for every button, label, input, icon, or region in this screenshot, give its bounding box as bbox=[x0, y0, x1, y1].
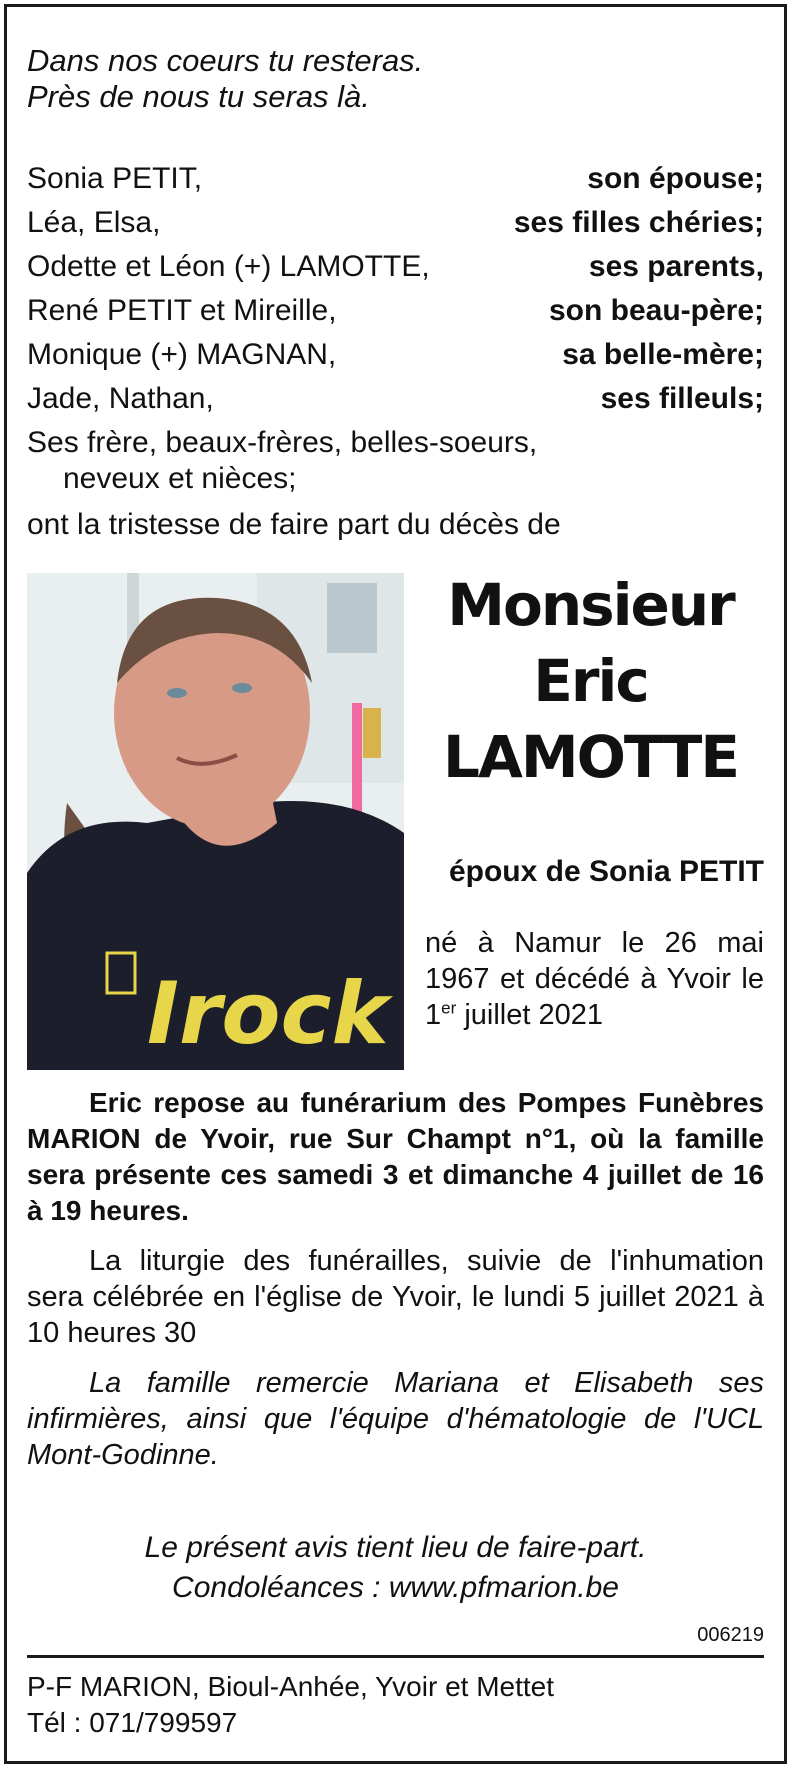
deceased-first-name: Eric bbox=[533, 647, 648, 715]
deceased-last-name: LAMOTTE bbox=[443, 723, 738, 791]
family-member: René PETIT et Mireille, bbox=[27, 294, 337, 327]
notice-line-2: Condoléances : www.pfmarion.be bbox=[172, 1571, 619, 1604]
family-member: Sonia PETIT, bbox=[27, 162, 203, 195]
family-relation: sa belle-mère; bbox=[562, 338, 764, 371]
obituary-notice bbox=[4, 4, 787, 1764]
funerarium-paragraph: Eric repose au funérarium des Pompes Funèbres MARION de Yvoir, rue Sur Champt n°1, où la famille sera présente ces samedi 3 et dimanche 4 juillet de 16 à 19 heures. bbox=[27, 1087, 764, 1226]
notice-block bbox=[27, 1528, 764, 1608]
birth-death-tail: juillet 2021 bbox=[456, 999, 603, 1031]
announcement-line: ont la tristesse de faire part du décès de bbox=[27, 508, 561, 541]
family-row bbox=[27, 377, 764, 421]
birth-death-text bbox=[425, 925, 764, 1033]
family-list bbox=[27, 157, 764, 547]
family-relation: son épouse; bbox=[587, 162, 764, 195]
stand-beads bbox=[363, 708, 381, 758]
ordinal-suffix: er bbox=[441, 998, 457, 1018]
deceased-name-block bbox=[417, 567, 764, 795]
family-row bbox=[27, 157, 764, 201]
funeral-home-name: P-F MARION, Bioul-Anhée, Yvoir et Mettet bbox=[27, 1671, 555, 1702]
birth-death-main: né à Namur le 26 mai 1967 et décédé à Yvoir le 1 bbox=[425, 927, 764, 1031]
family-row bbox=[27, 289, 764, 333]
funeral-home-phone: Tél : 071/799597 bbox=[27, 1707, 238, 1738]
family-relation: son beau-père; bbox=[548, 294, 764, 327]
family-member: Jade, Nathan, bbox=[27, 382, 214, 415]
thanks-paragraph: La famille remercie Mariana et Elisabeth ses infirmières, ainsi que l'équipe d'hématologie de l'UCL Mont-Godinne. bbox=[27, 1367, 764, 1471]
reference-number: 006219 bbox=[697, 1624, 764, 1646]
family-row bbox=[27, 201, 764, 245]
eye-left bbox=[167, 688, 187, 698]
family-row bbox=[27, 333, 764, 377]
shirt-print: Irock bbox=[147, 964, 389, 1064]
spouse-line: époux de Sonia PETIT bbox=[448, 855, 764, 888]
funeral-home-footer bbox=[27, 1669, 554, 1741]
deceased-title: Monsieur bbox=[447, 571, 734, 639]
quote-line-1: Dans nos coeurs tu resteras. bbox=[27, 43, 424, 78]
opening-quote bbox=[27, 43, 423, 115]
family-member: Monique (+) MAGNAN, bbox=[27, 338, 337, 371]
family-member: Odette et Léon (+) LAMOTTE, bbox=[27, 250, 430, 283]
family-member: Léa, Elsa, bbox=[27, 206, 161, 239]
pink-stand bbox=[352, 703, 362, 823]
family-relation: ses filleuls; bbox=[600, 382, 764, 415]
eye-right bbox=[232, 683, 252, 693]
family-relation: ses filles chéries; bbox=[513, 206, 764, 239]
footer-divider bbox=[27, 1655, 764, 1658]
family-relation: ses parents, bbox=[588, 250, 764, 283]
family-row bbox=[27, 245, 764, 289]
siblings-line: Ses frère, beaux-frères, belles-soeurs, bbox=[27, 426, 538, 459]
shelf-item bbox=[327, 583, 377, 653]
deceased-photo bbox=[27, 573, 404, 1070]
liturgy-paragraph: La liturgie des funérailles, suivie de l'inhumation sera célébrée en l'église de Yvoir, le lundi 5 juillet 2021 à 10 heures 30 bbox=[27, 1245, 764, 1349]
notice-line-1: Le présent avis tient lieu de faire-part. bbox=[144, 1531, 647, 1564]
siblings-line-continued: neveux et nièces; bbox=[63, 462, 297, 495]
quote-line-2: Près de nous tu seras là. bbox=[27, 79, 370, 114]
